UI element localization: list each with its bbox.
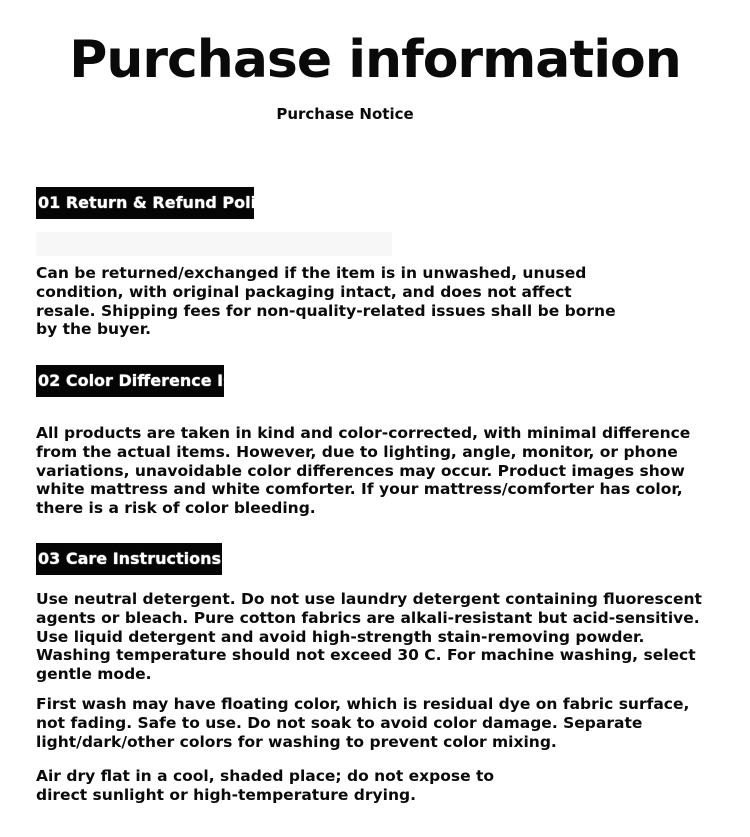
section-label-text: 02 Color Difference Issue bbox=[38, 371, 265, 390]
section-label-text: 01 Return & Refund Policy bbox=[38, 193, 276, 212]
return-policy-text: Can be returned/exchanged if the item is in unwashed, unused condition, with original packaging intact, and does not affect resale. Shipping fees for non-quality-related issues shall be borne by the buyer. bbox=[36, 264, 616, 339]
care-drying-text: Air dry flat in a cool, shaded place; do not expose to direct sunlight or high-temperature drying. bbox=[36, 767, 495, 804]
color-difference-text: All products are taken in kind and color-corrected, with minimal difference from the actual items. However, due to lighting, angle, monitor, or phone variations, unavoidable color differences may occur. Product images show white mattress and white comforter. If your mattress/comforter has color, there is a risk of color bleeding. bbox=[36, 424, 691, 518]
section-label-text: 03 Care Instructions bbox=[38, 549, 222, 568]
section-label-return-refund bbox=[36, 187, 276, 219]
care-first-wash-text: First wash may have floating color, which is residual dye on fabric surface, not fading. Safe to use. Do not soak to avoid color damage. Separate light/dark/other colors for washing to prevent color mixing. bbox=[36, 695, 690, 751]
page-subtitle: Purchase Notice bbox=[276, 105, 414, 123]
page-title: Purchase information bbox=[69, 30, 681, 90]
section-label-color-difference bbox=[36, 365, 265, 397]
faint-divider-bar bbox=[36, 232, 392, 256]
section-label-care-instructions bbox=[36, 543, 222, 575]
care-detergent-text: Use neutral detergent. Do not use laundry detergent containing fluorescent agents or bleach. Pure cotton fabrics are alkali-resistant but acid-sensitive. Use liquid detergent and avoid high-strength stain-removing powder. Washing temperature should not exceed 30 C. For machine washing, select gentle mode. bbox=[36, 590, 702, 684]
